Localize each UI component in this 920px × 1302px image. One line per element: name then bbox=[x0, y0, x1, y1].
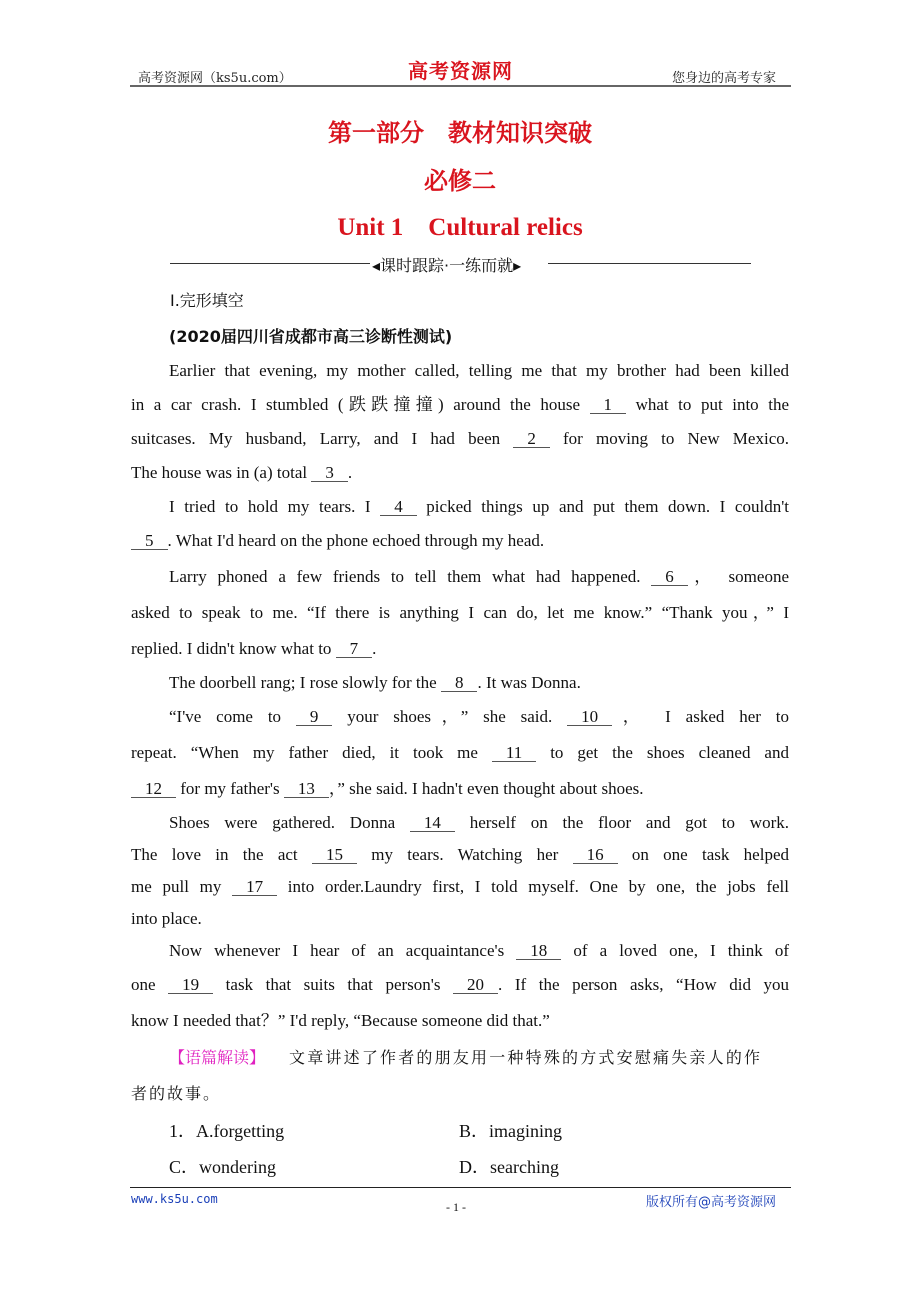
answer-blank: 2 bbox=[513, 430, 550, 448]
answer-blank: 10 bbox=[567, 708, 612, 726]
analysis-line-2: 者的故事。 bbox=[131, 1084, 222, 1103]
answer-blank: 18 bbox=[516, 942, 561, 960]
option-b: B．imagining bbox=[459, 1121, 562, 1141]
passage-text: suitcases. My husband, Larry, and I had been bbox=[131, 429, 514, 448]
passage-text: . bbox=[347, 463, 353, 482]
passage-text: Larry phoned a few friends to tell them what had happened. bbox=[169, 567, 652, 586]
passage-text: task that suits that person's bbox=[213, 975, 454, 994]
answer-blank: 19 bbox=[168, 976, 213, 994]
passage-text: ， someone bbox=[687, 567, 789, 586]
passage-text: asked to speak to me. “If there is anything I can do, let me know.” “Thank you，” I bbox=[131, 603, 789, 622]
passage-line bbox=[169, 940, 789, 962]
passage-text: . It was Donna. bbox=[477, 673, 581, 692]
passage-text: to get the shoes cleaned and bbox=[536, 743, 789, 762]
passage-line bbox=[131, 394, 789, 416]
passage-text: replied. I didn't know what to bbox=[131, 639, 336, 658]
passage-text: picked things up and put them down. I couldn't bbox=[416, 497, 789, 516]
passage-line bbox=[169, 496, 789, 518]
banner-rule-right bbox=[548, 263, 751, 264]
passage-line bbox=[169, 706, 789, 728]
question-number: 1． bbox=[169, 1121, 196, 1141]
answer-blank: 4 bbox=[380, 498, 417, 516]
footer-link[interactable]: www.ks5u.com bbox=[131, 1192, 218, 1206]
passage-line bbox=[131, 844, 789, 866]
answer-blank: 11 bbox=[492, 744, 536, 762]
book-title: 必修二 bbox=[424, 167, 496, 195]
question-1 bbox=[169, 1117, 284, 1143]
page-number: - 1 - bbox=[446, 1200, 466, 1214]
answer-blank: 5 bbox=[131, 532, 168, 550]
answer-blank: 17 bbox=[232, 878, 277, 896]
answer-blank: 14 bbox=[410, 814, 455, 832]
site-logo: 高考资源网 bbox=[408, 59, 513, 83]
part-title: 第一部分 教材知识突破 bbox=[328, 119, 592, 147]
header-right: 您身边的高考专家 bbox=[672, 71, 777, 86]
passage-line bbox=[169, 672, 789, 694]
passage-text: “I've come to bbox=[169, 707, 296, 726]
passage-text: repeat. “When my father died, it took me bbox=[131, 743, 492, 762]
answer-blank: 1 bbox=[590, 396, 627, 414]
passage-text: . If the person asks, “How did you bbox=[498, 975, 790, 994]
banner-rule-left bbox=[170, 263, 370, 264]
answer-blank: 16 bbox=[573, 846, 618, 864]
answer-blank: 3 bbox=[311, 464, 348, 482]
option-a: A.forgetting bbox=[196, 1121, 285, 1141]
passage-text: your shoes，” she said. bbox=[332, 707, 568, 726]
section-banner: ◂课时跟踪·一练而就▸ bbox=[372, 256, 522, 275]
passage-text: into order.Laundry first, I told myself. One by one, the jobs fell bbox=[277, 877, 789, 896]
passage-line bbox=[131, 428, 789, 450]
passage-text: into place. bbox=[131, 909, 202, 928]
source-note: (2020届四川省成都市高三诊断性测试) bbox=[169, 327, 453, 346]
header-rule bbox=[130, 85, 791, 87]
passage-text: on one task helped bbox=[617, 845, 789, 864]
passage-line bbox=[131, 530, 789, 552]
section-heading: Ⅰ.完形填空 bbox=[170, 291, 244, 310]
footer-rule bbox=[130, 1187, 791, 1188]
passage-line bbox=[169, 812, 789, 834]
footer-copyright: 版权所有@高考资源网 bbox=[646, 1195, 777, 1210]
answer-blank: 13 bbox=[284, 780, 329, 798]
header-left: 高考资源网（ks5u.com） bbox=[138, 71, 292, 86]
passage-text: I tried to hold my tears. I bbox=[169, 497, 381, 516]
answer-blank: 15 bbox=[312, 846, 357, 864]
option-d: D．searching bbox=[459, 1157, 559, 1177]
passage-text: one bbox=[131, 975, 169, 994]
passage-text: The doorbell rang; I rose slowly for the bbox=[169, 673, 441, 692]
passage-text: The love in the act bbox=[131, 845, 312, 864]
passage-text: Shoes were gathered. Donna bbox=[169, 813, 410, 832]
answer-blank: 8 bbox=[441, 674, 478, 692]
answer-blank: 6 bbox=[651, 568, 688, 586]
passage-text: ，” she said. I hadn't even thought about shoes. bbox=[328, 779, 644, 798]
passage-text: Earlier that evening, my mother called, telling me that my brother had been killed bbox=[169, 361, 789, 380]
passage-line bbox=[131, 742, 789, 764]
passage-line bbox=[131, 638, 789, 660]
passage-line bbox=[131, 974, 789, 996]
passage-line bbox=[169, 566, 789, 588]
passage-text: The house was in (a) total bbox=[131, 463, 312, 482]
analysis-label: 【语篇解读】 bbox=[169, 1048, 266, 1067]
passage-text: my tears. Watching her bbox=[356, 845, 573, 864]
passage-line bbox=[131, 462, 789, 484]
passage-text: in a car crash. I stumbled (跌跌撞撞) around the house bbox=[131, 395, 590, 414]
passage-line bbox=[131, 778, 789, 800]
option-c: C．wondering bbox=[169, 1157, 276, 1177]
passage-text: . bbox=[372, 639, 377, 658]
passage-text: herself on the floor and got to work. bbox=[454, 813, 789, 832]
answer-blank: 12 bbox=[131, 780, 176, 798]
passage-line bbox=[131, 908, 789, 930]
passage-line bbox=[169, 360, 789, 382]
passage-line bbox=[131, 1010, 789, 1032]
passage-text: for moving to New Mexico. bbox=[549, 429, 789, 448]
passage-text: me pull my bbox=[131, 877, 233, 896]
passage-text: of a loved one, I think of bbox=[561, 941, 789, 960]
answer-blank: 9 bbox=[296, 708, 333, 726]
answer-blank: 7 bbox=[336, 640, 373, 658]
passage-text: Now whenever I hear of an acquaintance's bbox=[169, 941, 517, 960]
passage-text: . What I'd heard on the phone echoed through my head. bbox=[167, 531, 545, 550]
unit-title: Unit 1 Cultural relics bbox=[337, 214, 583, 241]
analysis-text: 文章讲述了作者的朋友用一种特殊的方式安慰痛失亲人的作 bbox=[289, 1048, 763, 1067]
passage-text: what to put into the bbox=[626, 395, 789, 414]
analysis-line-1 bbox=[169, 1045, 762, 1068]
passage-line bbox=[131, 876, 789, 898]
passage-text: for my father's bbox=[176, 779, 284, 798]
answer-blank: 20 bbox=[453, 976, 498, 994]
passage-text: know I needed that？” I'd reply, “Because someone did that.” bbox=[131, 1011, 550, 1030]
passage-text: ， I asked her to bbox=[612, 707, 790, 726]
passage-line bbox=[131, 602, 789, 624]
